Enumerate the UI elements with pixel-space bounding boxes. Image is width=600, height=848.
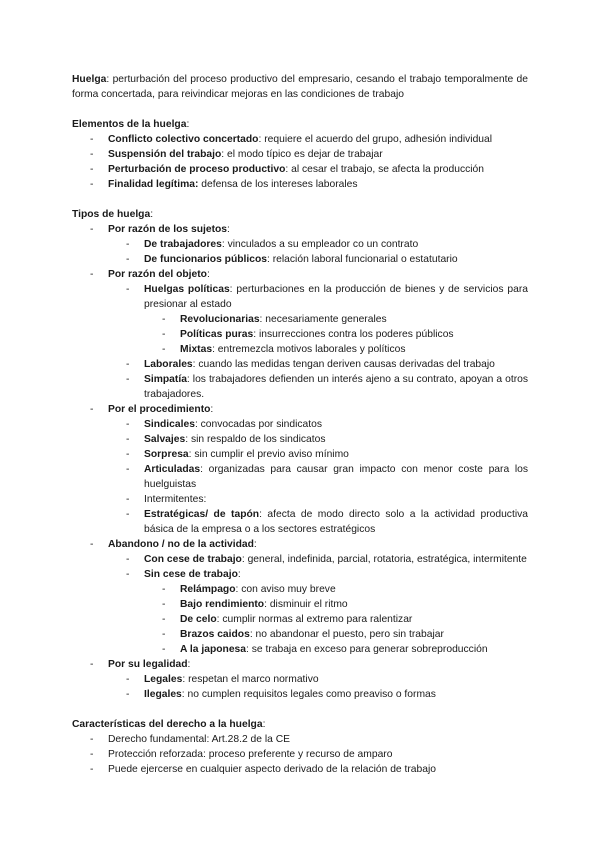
list-item: - Laborales: cuando las medidas tengan deriven causas derivadas del trabajo bbox=[126, 359, 495, 370]
list-item: - A la japonesa: se trabaja en exceso para generar sobreproducción bbox=[162, 644, 488, 655]
list-item: - De funcionarios públicos: relación laboral funcionarial o estatutario bbox=[126, 254, 458, 265]
list-item: - Revolucionarias: necesariamente generales bbox=[162, 314, 387, 325]
list-item: - Puede ejercerse en cualquier aspecto derivado de la relación de trabajo bbox=[90, 764, 436, 775]
list-item-procedimiento: - Por el procedimiento: bbox=[90, 404, 214, 415]
list-item: - Finalidad legítima: defensa de los intereses laborales bbox=[90, 179, 358, 190]
list-item: - Mixtas: entremezcla motivos laborales y políticos bbox=[162, 344, 406, 355]
list-item: - Políticas puras: insurrecciones contra los poderes públicos bbox=[162, 329, 454, 340]
intro-definition: : perturbación del proceso productivo del empresario, cesando el trabajo temporalmente de forma concertada, para reivindicar mejoras en las condiciones de trabajo bbox=[72, 74, 528, 100]
intro-term: Huelga bbox=[72, 74, 107, 85]
list-item: - De trabajadores: vinculados a su empleador co un contrato bbox=[126, 239, 419, 250]
list-item: - Conflicto colectivo concertado: requiere el acuerdo del grupo, adhesión individual bbox=[90, 134, 493, 145]
list-item: - Bajo rendimiento: disminuir el ritmo bbox=[162, 599, 348, 610]
list-item: - Articuladas: organizadas para causar gran impacto con menor coste para los huelguistas bbox=[126, 464, 528, 490]
list-item-sujetos: - Por razón de los sujetos: bbox=[90, 224, 230, 235]
intro-paragraph bbox=[72, 72, 528, 102]
list-item: - Con cese de trabajo: general, indefinida, parcial, rotatoria, estratégica, intermitente bbox=[126, 554, 527, 565]
list-item: - Sorpresa: sin cumplir el previo aviso mínimo bbox=[126, 449, 349, 460]
list-item: - Estratégicas/ de tapón: afecta de modo directo solo a la actividad productiva básica de la empresa o a los sectores estratégicos bbox=[126, 509, 528, 535]
list-item: - Simpatía: los trabajadores defienden un interés ajeno a su contrato, apoyan a otros trabajadores. bbox=[126, 374, 528, 400]
list-item: - Salvajes: sin respaldo de los sindicatos bbox=[126, 434, 326, 445]
list-item: - Sindicales: convocadas por sindicatos bbox=[126, 419, 323, 430]
document-page bbox=[72, 72, 528, 777]
elementos-heading: Elementos de la huelga: bbox=[72, 119, 190, 130]
list-item: - De celo: cumplir normas al extremo para ralentizar bbox=[162, 614, 413, 625]
list-item-objeto: - Por razón del objeto: bbox=[90, 269, 210, 280]
list-item: - Ilegales: no cumplen requisitos legales como preaviso o formas bbox=[126, 689, 436, 700]
list-item: - Intermitentes: bbox=[126, 494, 207, 505]
caracteristicas-heading: Características del derecho a la huelga: bbox=[72, 719, 266, 730]
list-item: - Derecho fundamental: Art.28.2 de la CE bbox=[90, 734, 291, 745]
tipos-heading: Tipos de huelga: bbox=[72, 209, 154, 220]
list-item: - Perturbación de proceso productivo: al cesar el trabajo, se afecta la producción bbox=[90, 164, 484, 175]
list-item: - Legales: respetan el marco normativo bbox=[126, 674, 319, 685]
list-item: - Huelgas políticas: perturbaciones en la producción de bienes y de servicios para presionar al estado bbox=[126, 284, 528, 310]
list-item: - Relámpago: con aviso muy breve bbox=[162, 584, 336, 595]
list-item: - Protección reforzada: proceso preferente y recurso de amparo bbox=[90, 749, 393, 760]
list-item-legalidad: - Por su legalidad: bbox=[90, 659, 191, 670]
list-item: - Suspensión del trabajo: el modo típico es dejar de trabajar bbox=[90, 149, 383, 160]
list-item-abandono: - Abandono / no de la actividad: bbox=[90, 539, 257, 550]
list-item: - Brazos caidos: no abandonar el puesto, pero sin trabajar bbox=[162, 629, 444, 640]
list-item: - Sin cese de trabajo: bbox=[126, 569, 241, 580]
